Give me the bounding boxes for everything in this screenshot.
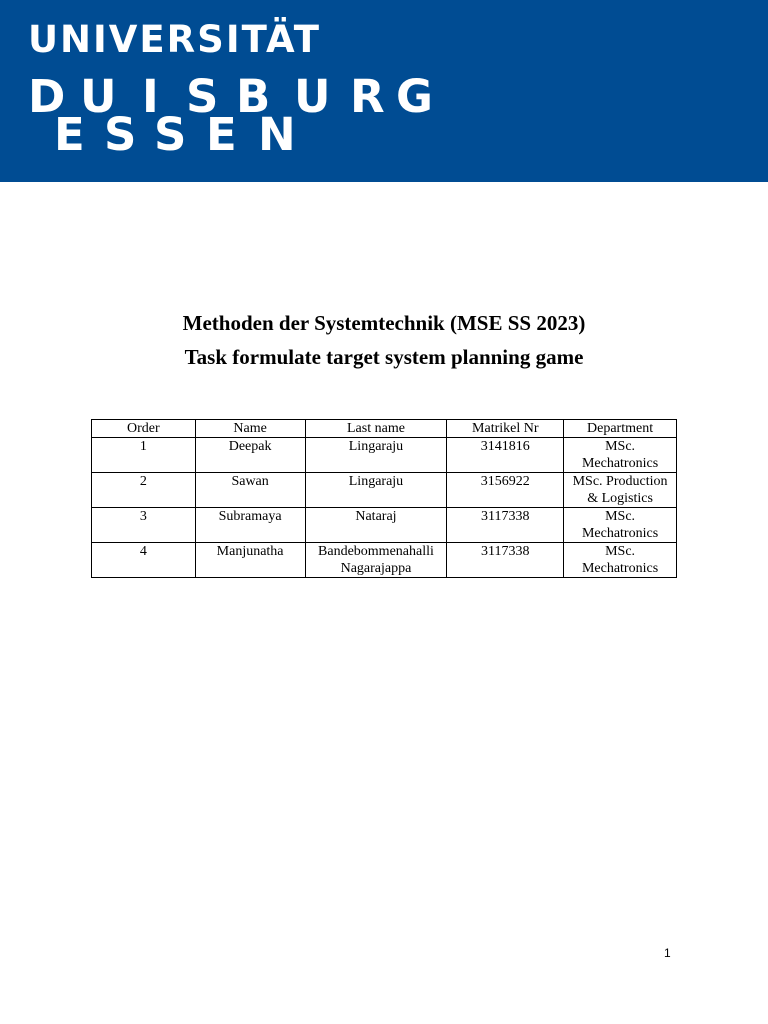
table-row <box>92 473 677 508</box>
cell-name: Subramaya <box>195 508 305 543</box>
cell-last-name: Bandebommenahalli Nagarajappa <box>305 543 447 578</box>
logo-letter: U <box>80 70 117 123</box>
cell-last-name: Lingaraju <box>305 438 447 473</box>
logo-letter: R <box>350 70 385 123</box>
cell-last-name: Nataraj <box>305 508 447 543</box>
column-header-order: Order <box>92 420 196 438</box>
cell-matrikel: 3117338 <box>447 543 564 578</box>
logo-line-universitaet: UNIVERSITÄT <box>28 18 321 61</box>
column-header-name: Name <box>195 420 305 438</box>
column-header-last-name: Last name <box>305 420 447 438</box>
document-titles <box>0 306 768 374</box>
cell-order: 4 <box>92 543 196 578</box>
cell-matrikel: 3141816 <box>447 438 564 473</box>
cell-matrikel: 3117338 <box>447 508 564 543</box>
logo-letter: E <box>54 108 85 161</box>
logo-letter: S <box>186 70 219 123</box>
logo-letter: S <box>154 108 187 161</box>
cell-department: MSc. Mechatronics <box>564 438 677 473</box>
logo-letter: I <box>142 70 159 123</box>
cell-department: MSc. Mechatronics <box>564 543 677 578</box>
logo-letter: G <box>396 70 433 123</box>
cell-last-name: Lingaraju <box>305 473 447 508</box>
page-number: 1 <box>664 946 671 960</box>
column-header-department: Department <box>564 420 677 438</box>
logo-letter: D <box>28 70 66 123</box>
cell-name: Manjunatha <box>195 543 305 578</box>
cell-department: MSc. Mechatronics <box>564 508 677 543</box>
cell-order: 2 <box>92 473 196 508</box>
logo-letter: E <box>206 108 237 161</box>
column-header-matrikel: Matrikel Nr <box>447 420 564 438</box>
task-title: Task formulate target system planning game <box>184 345 584 369</box>
table-row <box>92 543 677 578</box>
table-row <box>92 438 677 473</box>
cell-name: Deepak <box>195 438 305 473</box>
course-title: Methoden der Systemtechnik (MSE SS 2023) <box>182 311 586 335</box>
cell-order: 3 <box>92 508 196 543</box>
logo-letter: N <box>258 108 296 161</box>
logo-letter: U <box>294 70 331 123</box>
cell-department: MSc. Production & Logistics <box>564 473 677 508</box>
logo-letter: B <box>236 70 271 123</box>
table-row <box>92 508 677 543</box>
cell-matrikel: 3156922 <box>447 473 564 508</box>
team-members-table <box>91 419 677 578</box>
cell-order: 1 <box>92 438 196 473</box>
table-header-row <box>92 420 677 438</box>
cell-name: Sawan <box>195 473 305 508</box>
university-logo-banner <box>0 0 768 182</box>
logo-letter: S <box>104 108 137 161</box>
